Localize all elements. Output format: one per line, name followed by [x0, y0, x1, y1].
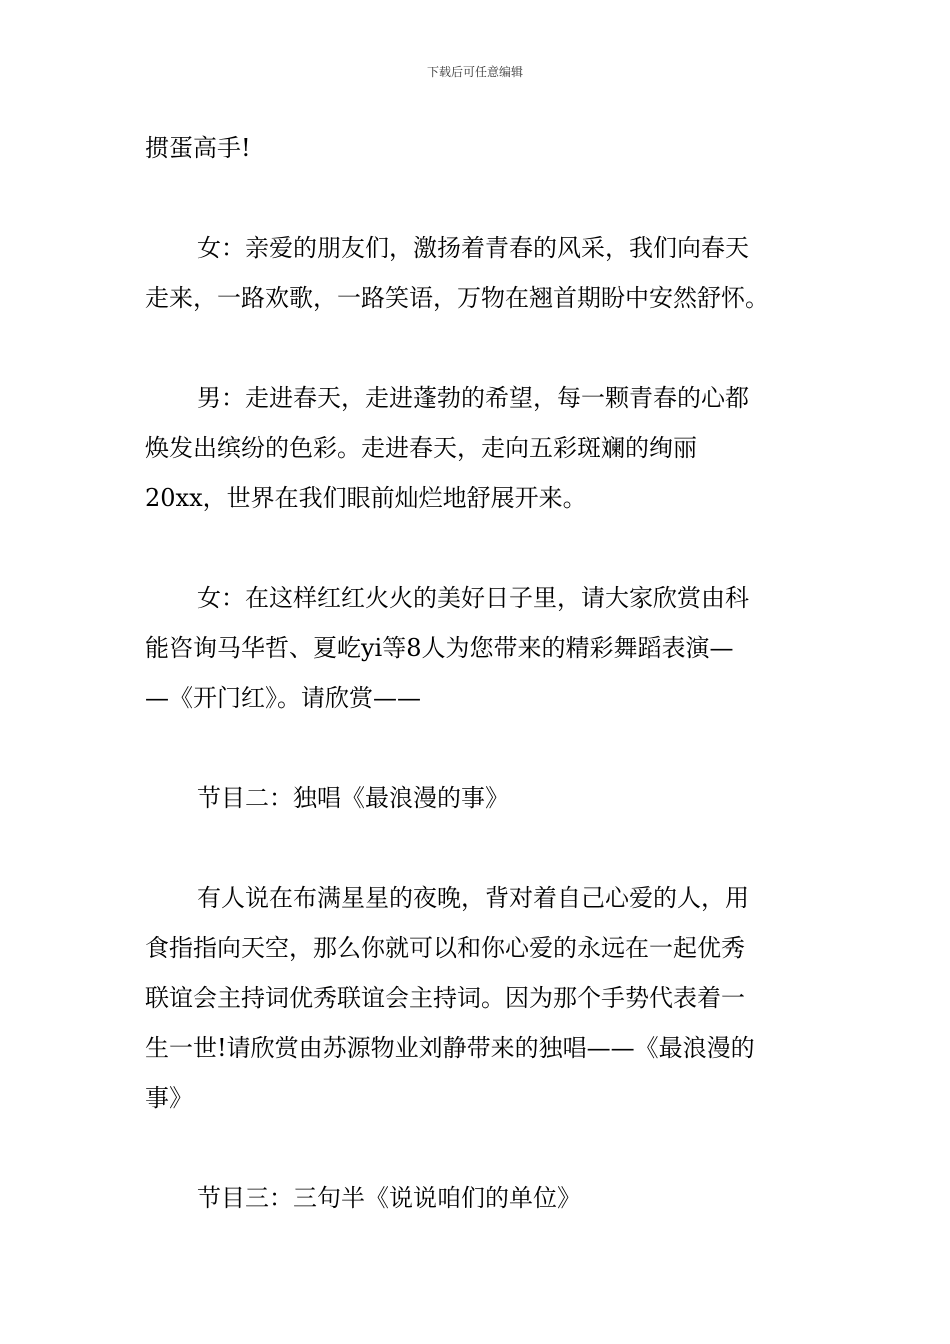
text-line: 女：在这样红红火火的美好日子里，请大家欣赏由科: [197, 584, 749, 612]
text-line: 有人说在布满星星的夜晚，背对着自己心爱的人，用: [197, 884, 749, 912]
section-heading: [145, 773, 811, 823]
page-header: 下载后可任意编辑: [426, 65, 523, 79]
paragraph: [145, 573, 811, 723]
text-line: 事》: [145, 1084, 193, 1112]
text-line: 生一世!请欣赏由苏源物业刘静带来的独唱——《最浪漫的: [145, 1034, 755, 1062]
text-line: 20xx，世界在我们眼前灿烂地舒展开来。: [145, 484, 587, 512]
paragraph: [145, 873, 811, 1123]
text-line: 能咨询马华哲、夏屹yi等8人为您带来的精彩舞蹈表演—: [145, 634, 734, 662]
text-line: 女：亲爱的朋友们，激扬着青春的风采，我们向春天: [197, 234, 749, 262]
text-line: 男：走进春天，走进蓬勃的希望，每一颗青春的心都: [197, 384, 749, 412]
text-line: 节目二：独唱《最浪漫的事》: [197, 784, 509, 812]
text-line: 联谊会主持词优秀联谊会主持词。因为那个手势代表着一: [145, 984, 745, 1012]
paragraph: [145, 223, 811, 323]
text-line: 掼蛋高手!: [145, 134, 251, 162]
text-line: —《开门红》。请欣赏——: [145, 684, 421, 712]
text-line: 焕发出缤纷的色彩。走进春天，走向五彩斑斓的绚丽: [145, 434, 697, 462]
text-line: 食指指向天空，那么你就可以和你心爱的永远在一起优秀: [145, 934, 745, 962]
text-line: 节目三：三句半《说说咱们的单位》: [197, 1184, 581, 1212]
section-heading: [145, 1173, 811, 1223]
paragraph: [145, 373, 811, 523]
paragraph: [145, 123, 811, 173]
text-line: 走来，一路欢歌，一路笑语，万物在翘首期盼中安然舒怀。: [145, 284, 769, 312]
